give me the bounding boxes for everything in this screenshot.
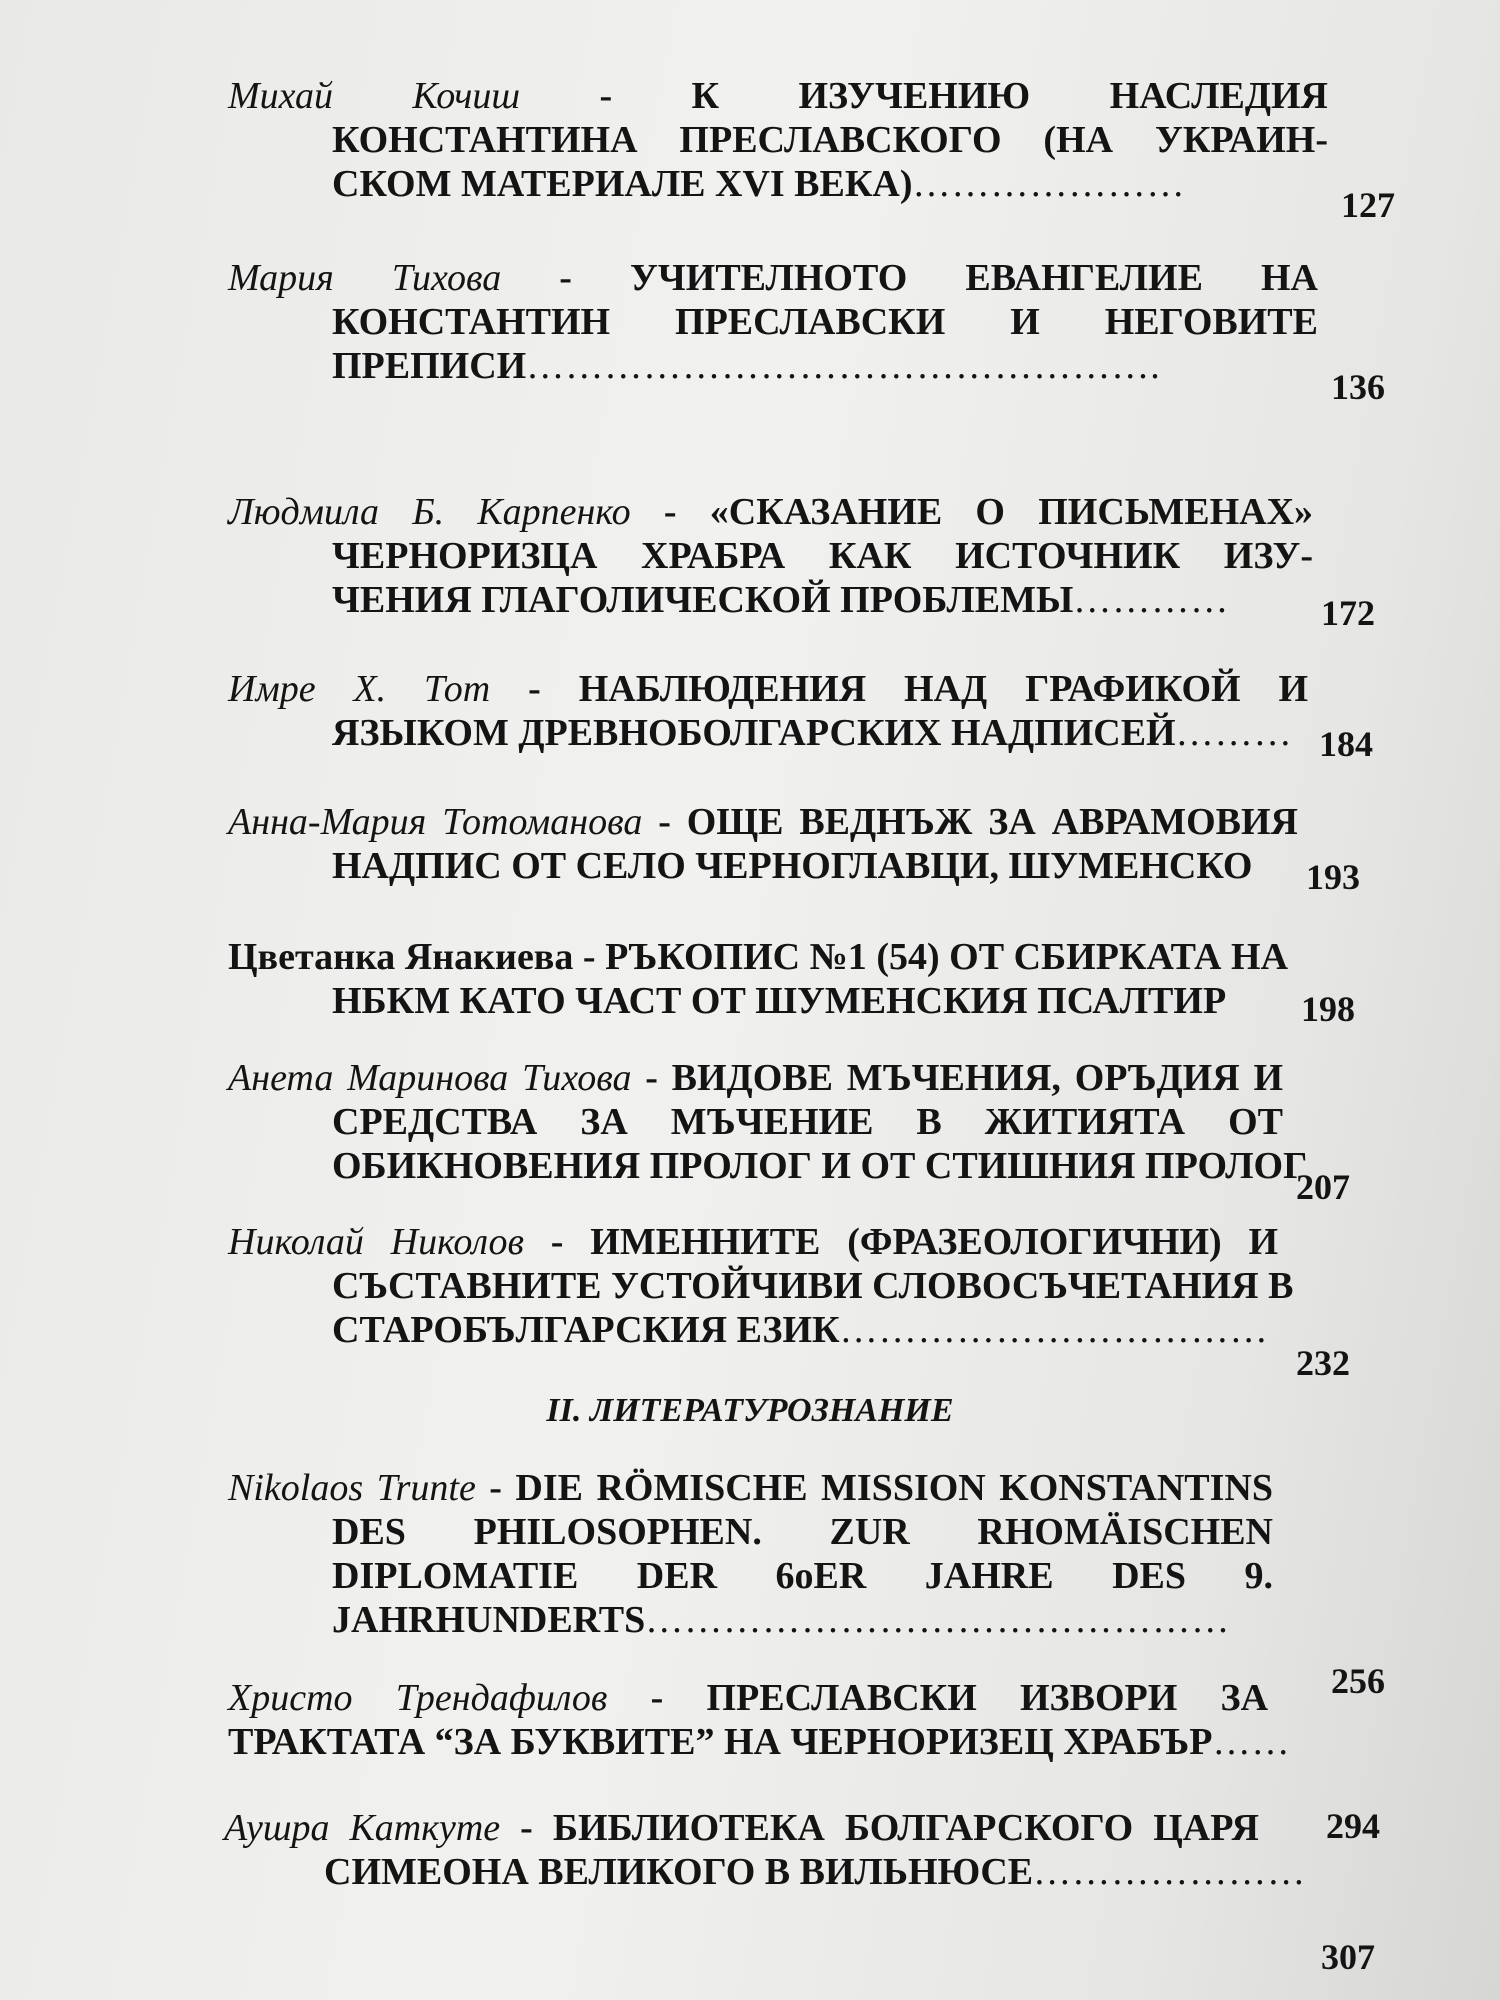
entry-author: Николай Николов xyxy=(228,1221,525,1263)
page-number: 307 xyxy=(1321,1937,1375,1977)
entry-author: Цветанка Янакиева xyxy=(228,936,574,978)
entry-title: ОЩЕ ВЕДНЪЖ ЗА АВРАМОВИЯ xyxy=(686,801,1299,843)
leader-dots: …………………………… xyxy=(839,1309,1269,1351)
toc-entry: Nikolaos Trunte - DIE RÖMISCHE MISSION KONSTANTINS DES PHILOSOPHEN. ZUR RHOMÄISCHEN DIPLOMATIE DER 6oER JAHRE DES 9. JAHRHUNDERTS……………………………………… xyxy=(228,1467,1274,1641)
leader-dots: ………… xyxy=(1073,579,1230,621)
entry-author: Имре Х. Тот xyxy=(228,668,491,710)
entry-title: НАБЛЮДЕНИЯ НАД ГРАФИКОЙ И xyxy=(578,668,1309,710)
page-number: 207 xyxy=(1296,1167,1350,1207)
toc-entry: Аушра Каткуте - БИБЛИОТЕКА БОЛГАРСКОГО ЦАРЯ СИМЕОНА ВЕЛИКОГО В ВИЛЬНЮСЕ………………… xyxy=(224,1807,1307,1893)
entry-title: ИМЕННИТЕ (ФРАЗЕОЛОГИЧНИ) И xyxy=(590,1221,1279,1263)
leader-dots: ……………………………………… xyxy=(645,1599,1231,1641)
page-number: 256 xyxy=(1331,1661,1385,1701)
leader-dots: ……… xyxy=(1175,712,1293,754)
entry-author: Мария Тихова xyxy=(228,257,502,299)
entry-title: К ИЗУЧЕНИЮ НАСЛЕДИЯ xyxy=(691,75,1329,117)
entry-author: Анна-Мария Тотоманова xyxy=(228,801,643,843)
entry-author: Аушра Каткуте xyxy=(224,1807,501,1849)
toc-entry: Анета Маринова Тихова - ВИДОВЕ МЪЧЕНИЯ, ОРЪДИЯ И СРЕДСТВА ЗА МЪЧЕНИЕ В ЖИТИЯТА ОТ ОБИКНОВЕНИЯ ПРОЛОГ И ОТ СТИШНИЯ ПРОЛОГ xyxy=(228,1057,1308,1187)
page-number: 193 xyxy=(1306,857,1360,897)
toc-entry: Людмила Б. Карпенко - «СКАЗАНИЕ О ПИСЬМЕНАХ» ЧЕРНОРИЗЦА ХРАБРА КАК ИСТОЧНИК ИЗУ- ЧЕНИЯ ГЛАГОЛИЧЕСКОЙ ПРОБЛЕМЫ………… xyxy=(228,491,1314,621)
toc-entry: Михай Кочиш - К ИЗУЧЕНИЮ НАСЛЕДИЯ КОНСТАНТИНА ПРЕСЛАВСКОГО (НА УКРАИН- СКОМ МАТЕРИАЛЕ XVI ВЕКА)………………… xyxy=(228,75,1329,205)
entry-author: Nikolaos Trunte xyxy=(228,1467,476,1509)
entry-title: ВИДОВЕ МЪЧЕНИЯ, ОРЪДИЯ И xyxy=(671,1057,1284,1099)
page-number: 184 xyxy=(1319,724,1373,764)
page-number: 127 xyxy=(1341,185,1395,225)
toc-entry: Христо Трендафилов - ПРЕСЛАВСКИ ИЗВОРИ ЗА ТРАКТАТА “ЗА БУКВИТЕ” НА ЧЕРНОРИЗЕЦ ХРАБЪР…… xyxy=(228,1677,1291,1763)
leader-dots: …… xyxy=(1212,1721,1291,1763)
page-number: 232 xyxy=(1296,1343,1350,1383)
entry-author: Михай Кочиш xyxy=(228,75,521,117)
leader-dots: …………………………………………. xyxy=(526,345,1161,387)
page-number: 198 xyxy=(1301,989,1355,1029)
toc-entry: Имре Х. Тот - НАБЛЮДЕНИЯ НАД ГРАФИКОЙ И ЯЗЫКОМ ДРЕВНОБОЛГАРСКИХ НАДПИСЕЙ……… xyxy=(228,668,1309,754)
leader-dots: ………………… xyxy=(1033,1851,1307,1893)
entry-author: Анета Маринова Тихова xyxy=(228,1057,632,1099)
leader-dots: ………………… xyxy=(912,163,1186,205)
toc-entry: Анна-Мария Тотоманова - ОЩЕ ВЕДНЪЖ ЗА АВРАМОВИЯ НАДПИС ОТ СЕЛО ЧЕРНОГЛАВЦИ, ШУМЕНСКО xyxy=(228,801,1299,887)
entry-title: DIE RÖMISCHE MISSION KONSTANTINS xyxy=(515,1467,1274,1509)
entry-author: Людмила Б. Карпенко xyxy=(228,491,631,533)
entry-title: «СКАЗАНИЕ О ПИСЬМЕНАХ» xyxy=(709,491,1314,533)
entry-title: БИБЛИОТЕКА БОЛГАРСКОГО ЦАРЯ xyxy=(552,1807,1260,1849)
entry-title: УЧИТЕЛНОТО ЕВАНГЕЛИЕ НА xyxy=(629,257,1318,299)
page-number: 172 xyxy=(1321,593,1375,633)
section-heading: II. ЛИТЕРАТУРОЗНАНИЕ xyxy=(546,1392,954,1429)
toc-entry: Николай Николов - ИМЕННИТЕ (ФРАЗЕОЛОГИЧНИ) И СЪСТАВНИТЕ УСТОЙЧИВИ СЛОВОСЪЧЕТАНИЯ В СТАРОБЪЛГАРСКИЯ ЕЗИК…………………………… xyxy=(228,1221,1294,1351)
entry-author: Христо Трендафилов xyxy=(228,1677,608,1719)
page-number: 294 xyxy=(1326,1806,1380,1846)
toc-entry: Цветанка Янакиева - РЪКОПИС №1 (54) ОТ СБИРКАТА НА НБКМ КАТО ЧАСТ ОТ ШУМЕНСКИЯ ПСАЛТИР xyxy=(228,936,1289,1022)
entry-title: ПРЕСЛАВСКИ ИЗВОРИ ЗА xyxy=(706,1677,1269,1719)
page-number: 136 xyxy=(1331,367,1385,407)
toc-entry: Мария Тихова - УЧИТЕЛНОТО ЕВАНГЕЛИЕ НА КОНСТАНТИН ПРЕСЛАВСКИ И НЕГОВИТЕ ПРЕПИСИ…………………………………………. xyxy=(228,257,1318,387)
entry-title: РЪКОПИС №1 (54) ОТ СБИРКАТА НА xyxy=(605,936,1289,978)
